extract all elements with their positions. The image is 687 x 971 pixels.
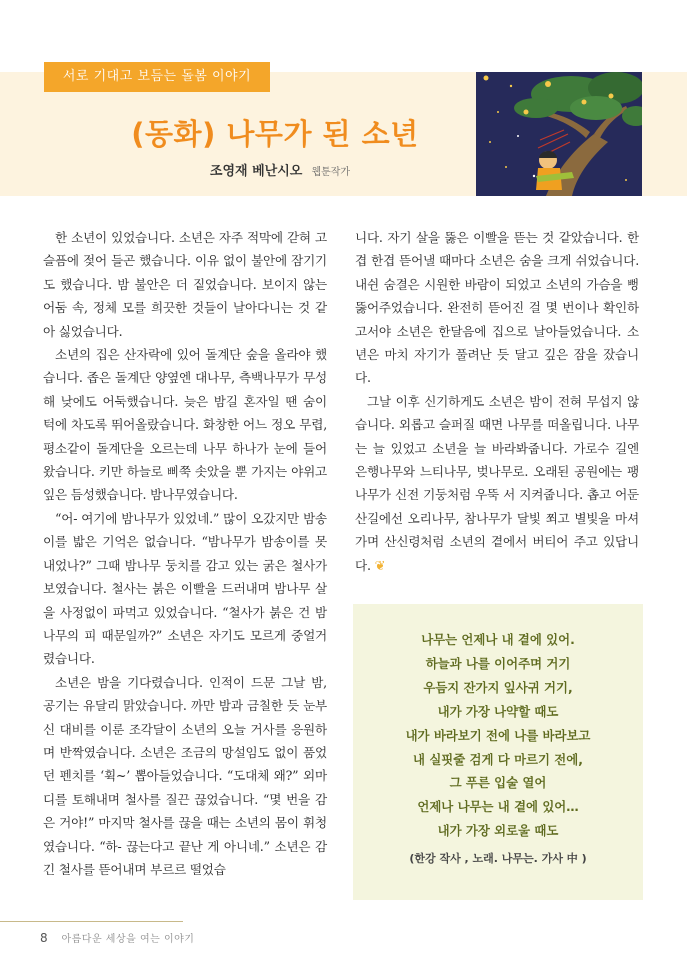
- poem-box: [353, 604, 643, 900]
- body-paragraph: [355, 390, 639, 578]
- poem-line: 언제나 나무는 내 곁에 있어…: [417, 799, 579, 815]
- poem-line: 내가 바라보기 전에 나를 바라보고: [405, 727, 591, 743]
- poem-line: 그 푸른 입술 열어: [449, 775, 547, 791]
- author-role: 웹툰작가: [311, 167, 351, 178]
- tree-boy-illustration: [476, 72, 642, 196]
- poem-line: 내가 가장 외로울 때도: [437, 823, 559, 839]
- leaf-icon: ❦: [374, 558, 386, 574]
- poem-line: 내가 가장 나약할 때도: [437, 703, 559, 719]
- author-name: 조영재 베난시오: [209, 164, 303, 179]
- body-paragraph: 소년은 밤을 기다렸습니다. 인적이 드문 그날 밤, 공기는 유달리 맑았습니다. 까만 밤과 금칠한 듯 눈부신 대비를 이룬 조각달이 소년의 오늘 거사를 응원하며 반짝였습니다. 소년은 조금의 망설임도 없이 품었던 펜치를 ‘휙~’ 뽑아들었습니다. “도대체 왜?” 외마디를 토해내며 철사를 질끈 끊었습니다. “몇 번을 감은 거야!” 마지막 철사를 끊을 때는 소년의 몸이 휘청였습니다. “하- 끊는다고 끝난 게 아니네.” 소년은 감긴 철사를 뜯어내며 부르르 떨었습: [43, 674, 327, 877]
- poem-line: 내 실핏줄 검게 다 마르기 전에,: [413, 751, 583, 767]
- body-paragraph-text: 그날 이후 신기하게도 소년은 밤이 전혀 무섭지 않습니다. 외롭고 슬퍼질 때면 나무를 떠올립니다. 나무는 늘 있었고 소년을 늘 바라봐줍니다. 가로수 길엔 은행나무와 느티나무, 벚나무로. 오래된 공원에는 팽나무가 신전 기둥처럼 우뚝 서 지켜줍니다. 촙고 어둔 산길에선 오리나무, 참나무가 달빛 쬐고 별빛을 마셔가며 산신령처럼 소년의 곁에서 버티어 주고 있답니다.: [355, 393, 639, 573]
- body-paragraph: 한 소년이 있었습니다. 소년은 자주 적막에 갇혀 고 슬픔에 젖어 들곤 했습니다. 이유 없이 불안에 잠기기도 했습니다. 밤 불안은 더 짙었습니다. 보이지 않는 어둠 속, 정체 모를 희끗한 것들이 날아다니는 것 같아 싫었습니다.: [43, 230, 327, 339]
- illustration-svg: [476, 72, 642, 196]
- body-paragraph: “어- 여기에 밤나무가 있었네.” 많이 오갔지만 밤송이를 밟은 기억은 없습니다. “밤나무가 밤송이를 못 내었나?” 그때 밤나무 둥치를 감고 있는 굵은 철사가 보였습니다. 철사는 붉은 이빨을 드러내며 밤나무 살을 사정없이 파먹고 있었습니다. “철사가 붉은 건 밤나무의 피 때문일까?” 소년은 자기도 모르게 중얼거렸습니다.: [43, 510, 327, 667]
- poem-line: 우듬지 잔가지 잎사귀 거기,: [423, 679, 573, 695]
- footer-rule: [0, 921, 183, 922]
- poem-source: (한강 작사 , 노래. 나무는. 가사 中 ): [409, 852, 587, 865]
- byline: [170, 160, 390, 179]
- poem-line: 하늘과 나를 이어주며 거기: [425, 655, 571, 671]
- body-column-right: [355, 226, 639, 578]
- poem-line: 나무는 언제나 내 곁에 있어.: [421, 632, 575, 647]
- poem: [353, 628, 643, 843]
- page-number: 8: [40, 931, 48, 945]
- body-column-left: [43, 226, 327, 881]
- footer: [40, 930, 194, 945]
- body-paragraph: 니다. 자기 살을 뚫은 이빨을 뜯는 것 같았습니다. 한겹 한겹 뜯어낼 때마다 소년은 숨을 크게 쉬었습니다. 내쉰 숨결은 시원한 바람이 되었고 소년의 가슴을 뻥 뚫어주었습니다. 완전히 뜯어진 걸 몇 번이나 확인하고서야 소년은 한달음에 집으로 날아들었습니다. 소년은 마치 자기가 풀려난 듯 달고 깊은 잠을 잤습니다.: [355, 230, 639, 386]
- body-paragraph: 소년의 집은 산자락에 있어 돌계단 숲을 올라야 했습니다. 좁은 돌계단 양옆엔 대나무, 측백나무가 무성해 낮에도 어둑했습니다. 늦은 밤길 혼자일 땐 숨이 턱에 차도록 뛰어올랐습니다. 화창한 어느 정오 무렵, 평소같이 돌계단을 오르는데 나무 하나가 눈에 들어왔습니다. 키만 하늘로 삐쭉 솟았을 뿐 가지는 야위고 잎은 듬성했습니다. 밤나무였습니다.: [43, 347, 327, 503]
- series-tag: 서로 기대고 보듬는 돌봄 이야기: [44, 62, 270, 92]
- page-title: (동화) 나무가 된 소년: [131, 117, 419, 151]
- magazine-name: 아름다운 세상을 여는 이야기: [61, 934, 195, 945]
